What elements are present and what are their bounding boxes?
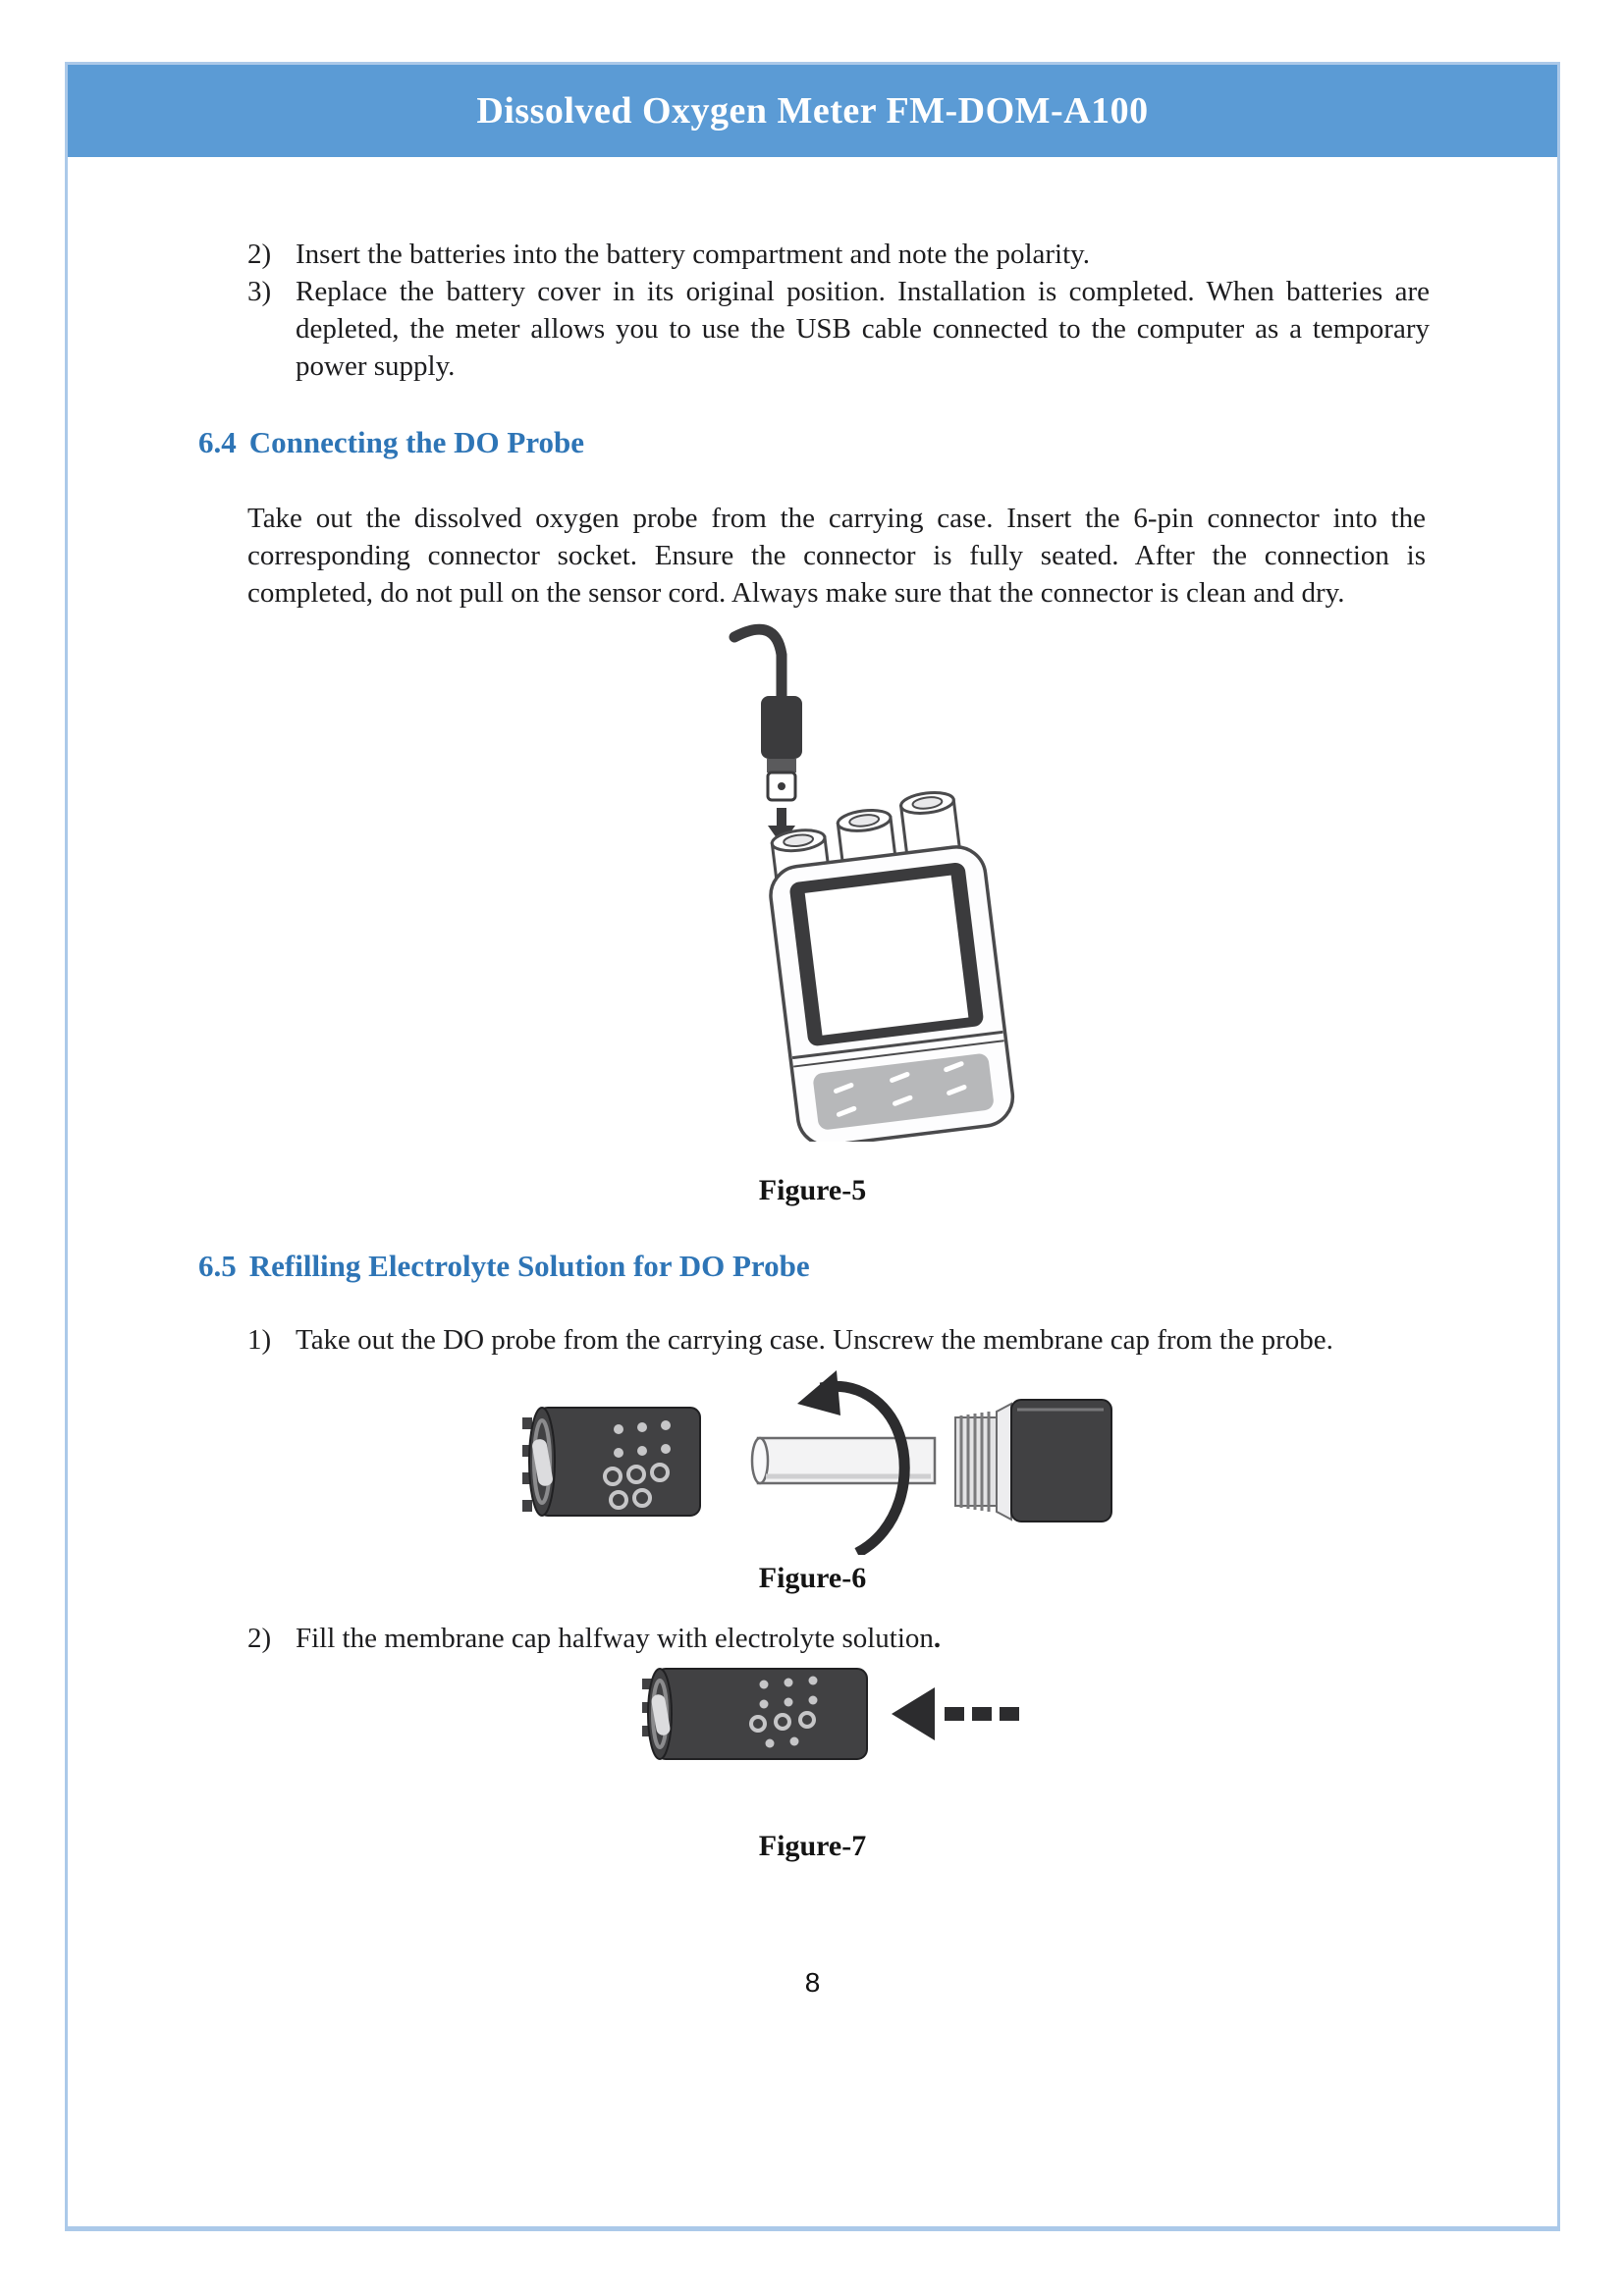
meter-body (760, 787, 1015, 1142)
step-text: Fill the membrane cap halfway with electrolyte solution (296, 1623, 934, 1654)
step-item-2 (247, 1620, 1430, 1657)
section-title: Connecting the DO Probe (248, 425, 585, 459)
list-number: 1) (247, 1324, 272, 1356)
list-text: Insert the batteries into the battery compartment and note the polarity. (296, 239, 1091, 270)
section-number: 6.4 (198, 425, 237, 459)
cable-plug (734, 629, 802, 800)
list-item-2 (247, 236, 1430, 273)
fill-direction-arrow-icon (892, 1687, 1019, 1740)
list-item-3 (247, 273, 1430, 385)
section-heading-6-5 (198, 1246, 1430, 1287)
section-heading-6-4 (198, 422, 1430, 463)
section-title: Refilling Electrolyte Solution for DO Probe (248, 1249, 810, 1283)
list-text: Take out the DO probe from the carrying case. Unscrew the membrane cap from the probe. (296, 1324, 1333, 1356)
figure-7-caption: Figure-7 (758, 1830, 867, 1862)
paragraph-6-4: Take out the dissolved oxygen probe from the carrying case. Insert the 6-pin connector into the corresponding connector socket. Ensure the connector is fully seated. After the connection is completed, do not pull on the sensor cord. Always make sure that the connector is clean and dry. (247, 503, 1426, 609)
list-text (296, 1620, 1430, 1657)
membrane-cap (642, 1669, 867, 1759)
bold-period: . (933, 1623, 942, 1654)
step-item-1 (247, 1321, 1430, 1359)
probe-disassembly-illustration (509, 1359, 1117, 1555)
figure-6 (195, 1359, 1430, 1598)
page-header (68, 65, 1557, 157)
page-number: 8 (804, 1967, 821, 1998)
section-number: 6.5 (198, 1249, 237, 1283)
page-body (68, 236, 1557, 2002)
figure-5 (195, 612, 1430, 1210)
figure-7 (195, 1657, 1430, 1866)
screen (804, 876, 968, 1036)
list-number: 2) (247, 1623, 272, 1654)
membrane-cap-fill-illustration (636, 1657, 1049, 1770)
page-title: Dissolved Oxygen Meter FM-DOM-A100 (476, 90, 1149, 132)
membrane-cap (522, 1408, 700, 1516)
list-text: Replace the battery cover in its original position. Installation is completed. When batteries are depleted, the meter allows you to use the USB cable connected to the computer as a temporary power supply. (296, 276, 1430, 382)
do-meter-illustration (677, 612, 1031, 1142)
probe-body (955, 1400, 1111, 1522)
battery-steps-list (195, 236, 1430, 385)
list-number: 3) (247, 276, 272, 307)
figure-5-caption: Figure-5 (758, 1174, 867, 1206)
list-number: 2) (247, 239, 272, 270)
page-border-box (65, 62, 1560, 2231)
figure-6-caption: Figure-6 (758, 1562, 867, 1594)
